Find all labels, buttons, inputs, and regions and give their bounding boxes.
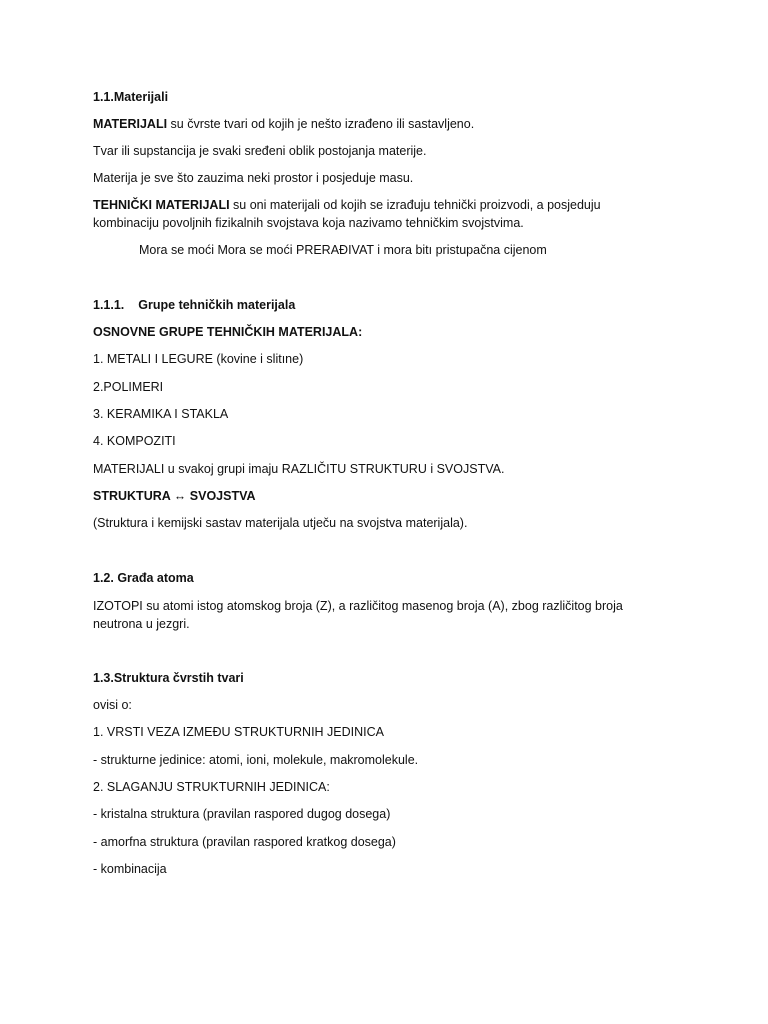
list-item: - kristalna struktura (pravilan raspored dugog dosega)	[93, 807, 391, 821]
list-item: 3. KERAMIKA I STAKLA	[93, 407, 229, 421]
paragraph-tvar: Tvar ili supstancija je svaki sređeni oblik postojanja materije.	[93, 144, 427, 158]
paragraph-materija: Materija je sve što zauzima neki prostor i posjeduje masu.	[93, 171, 414, 185]
list-item: 2.POLIMERI	[93, 380, 164, 394]
list-item: - amorfna struktura (pravilan raspored kratkog dosega)	[93, 835, 396, 849]
list-item: 1. METALI I LEGURE (kovine i slitıne)	[93, 352, 304, 366]
relation-left: STRUKTURA	[93, 489, 171, 503]
paragraph-ovisi-o: ovisi o:	[93, 698, 132, 712]
section-number-1-1-1: 1.1.1.	[93, 298, 125, 312]
paragraph-izotopi: IZOTOPI su atomi istog atomskog broja (Z), a različitog masenog broja (A), zbog različitog broja neutrona u jezgri.	[93, 599, 623, 631]
list-item: - kombinacija	[93, 862, 167, 876]
term-tehnicki-materijali: TEHNIČKI MATERIJALI	[93, 198, 230, 212]
paragraph-mora-se-moci: Mora se moći Mora se moći PRERAĐIVAT i mora bitı pristupačna cijenom	[139, 243, 547, 257]
list-item: 1. VRSTI VEZA IZMEĐU STRUKTURNIH JEDINICA	[93, 725, 385, 739]
section-heading-1-3: 1.3.Struktura čvrstih tvari	[93, 671, 244, 685]
double-arrow-icon: ↔	[173, 489, 187, 503]
paragraph-grupe-note: MATERIJALI u svakoj grupi imaju RAZLIČITU STRUKTURU i SVOJSTVA.	[93, 462, 505, 476]
section-heading-1-1: 1.1.Materijali	[93, 90, 169, 104]
paragraph-tehnicki-materijali	[93, 196, 653, 232]
relation-struktura-svojstva	[93, 487, 256, 505]
paragraph-materijali	[93, 115, 474, 133]
section-title-1-1-1: Grupe tehničkih materijala	[138, 298, 296, 312]
relation-right: SVOJSTVA	[189, 489, 256, 503]
subheading-osnovne-grupe: OSNOVNE GRUPE TEHNIČKIH MATERIJALA:	[93, 325, 363, 339]
term-materijali: MATERIJALI	[93, 117, 168, 131]
list-item: - strukturne jedinice: atomi, ioni, molekule, makromolekule.	[93, 753, 419, 767]
paragraph-explanation: (Struktura i kemijski sastav materijala utječu na svojstva materijala).	[93, 516, 468, 530]
section-heading-1-2: 1.2. Građa atoma	[93, 571, 194, 585]
list-item: 4. KOMPOZITI	[93, 434, 176, 448]
list-item: 2. SLAGANJU STRUKTURNIH JEDINICA:	[93, 780, 330, 794]
paragraph-materijali-text: su čvrste tvari od kojih je nešto izrađeno ili sastavljeno.	[167, 117, 475, 131]
section-heading-1-1-1	[93, 296, 295, 314]
paragraph-tehnicki-materijali-text: su oni materijali od kojih se izrađuju tehnički proizvodi, a posjeduju kombinaciju povoljnih fizikalnih svojstava koja nazivamo tehničkim svojstvima.	[93, 198, 601, 230]
